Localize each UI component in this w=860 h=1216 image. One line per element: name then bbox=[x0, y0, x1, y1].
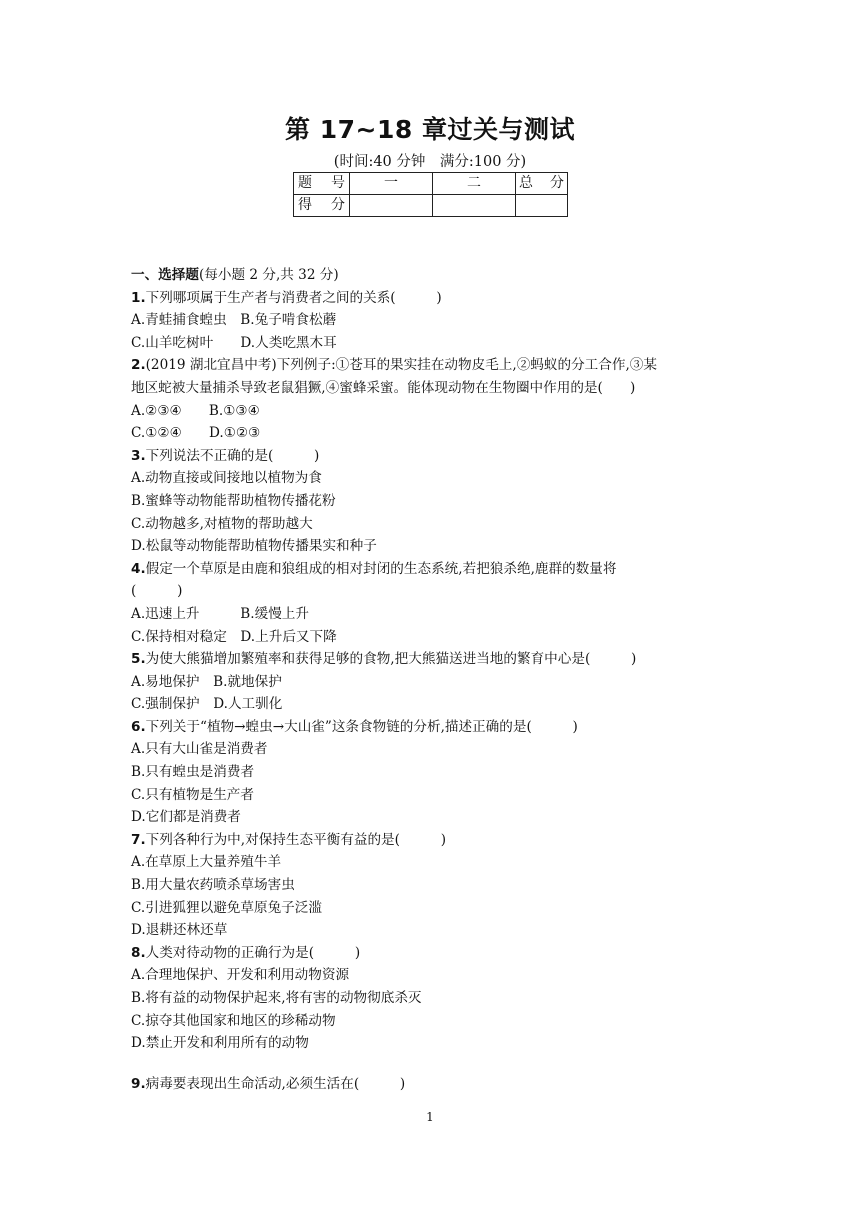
page-title: 第 17~18 章过关与测试 bbox=[285, 115, 575, 144]
score-cell: 一 bbox=[350, 173, 433, 195]
answer-option: B.蜜蜂等动物能帮助植物传播花粉 bbox=[131, 492, 336, 509]
answer-option: A.②③④ B.①③④ bbox=[131, 402, 260, 419]
question-stem bbox=[131, 716, 731, 739]
spacer bbox=[131, 1055, 731, 1073]
score-input-cell[interactable] bbox=[433, 195, 516, 217]
answer-option: C.只有植物是生产者 bbox=[131, 786, 254, 803]
answer-option: A.动物直接或间接地以植物为食 bbox=[131, 470, 322, 487]
question-item bbox=[131, 558, 731, 648]
question-text: 为使大熊猫增加繁殖率和获得足够的食物,把大熊猫送进当地的繁育中心是( ) bbox=[145, 651, 637, 668]
exam-info: (时间:40 分钟 满分:100 分) bbox=[333, 154, 527, 170]
question-number: 4. bbox=[131, 560, 146, 577]
answer-option: C.引进狐狸以避免草原兔子泛滥 bbox=[131, 899, 322, 916]
question-stem bbox=[131, 648, 731, 671]
question-stem bbox=[131, 287, 731, 310]
answer-option: A.青蛙捕食蝗虫 B.兔子啃食松蘑 bbox=[131, 312, 337, 329]
question-stem bbox=[131, 445, 731, 468]
question-stem bbox=[131, 558, 731, 581]
question-stem bbox=[131, 942, 731, 965]
question-number: 1. bbox=[131, 289, 146, 306]
question-text: 人类对待动物的正确行为是( ) bbox=[145, 944, 361, 961]
answer-option: C.①②④ D.①②③ bbox=[131, 425, 261, 442]
question-number: 9. bbox=[131, 1075, 146, 1092]
score-cell: 二 bbox=[433, 173, 516, 195]
answer-option: C.保持相对稳定 D.上升后又下降 bbox=[131, 628, 337, 645]
question-item bbox=[131, 648, 731, 716]
question-item bbox=[131, 287, 731, 355]
answer-option: A.迅速上升 B.缓慢上升 bbox=[131, 605, 309, 622]
score-cell: 得 分 bbox=[294, 195, 350, 217]
score-table-score-row bbox=[294, 195, 568, 217]
question-text: 地区蛇被大量捕杀导致老鼠猖獗,④蜜蜂采蜜。能体现动物在生物圈中作用的是( ) bbox=[131, 379, 636, 396]
answer-option: C.强制保护 D.人工驯化 bbox=[131, 696, 283, 713]
score-cell: 题 号 bbox=[294, 173, 350, 195]
question-item bbox=[131, 942, 731, 1055]
question-list bbox=[131, 287, 731, 1096]
score-cell: 总 分 bbox=[516, 173, 568, 195]
answer-option: D.退耕还林还草 bbox=[131, 922, 228, 939]
question-number: 7. bbox=[131, 831, 146, 848]
question-content bbox=[131, 264, 731, 1095]
question-item bbox=[131, 354, 731, 444]
question-text: 下列各种行为中,对保持生态平衡有益的是( ) bbox=[145, 831, 447, 848]
question-number: 8. bbox=[131, 944, 146, 961]
answer-option: B.将有益的动物保护起来,将有害的动物彻底杀灭 bbox=[131, 990, 422, 1006]
answer-option: C.山羊吃树叶 D.人类吃黑木耳 bbox=[131, 334, 337, 351]
score-table-header-row bbox=[294, 173, 568, 195]
question-stem bbox=[131, 377, 731, 400]
question-text: 假定一个草原是由鹿和狼组成的相对封闭的生态系统,若把狼杀绝,鹿群的数量将 bbox=[145, 560, 617, 577]
section-heading bbox=[131, 264, 731, 287]
question-text: 下列说法不正确的是( ) bbox=[145, 447, 320, 464]
score-input-cell[interactable] bbox=[350, 195, 433, 217]
answer-option: A.在草原上大量养殖牛羊 bbox=[131, 854, 282, 871]
score-table bbox=[293, 172, 568, 217]
answer-option: D.它们都是消费者 bbox=[131, 809, 241, 826]
question-text: 病毒要表现出生命活动,必须生活在( ) bbox=[145, 1075, 406, 1092]
question-stem bbox=[131, 354, 731, 377]
answer-option: A.只有大山雀是消费者 bbox=[131, 741, 268, 758]
question-text: 下列关于“植物→蝗虫→大山雀”这条食物链的分析,描述正确的是( ) bbox=[145, 718, 578, 735]
answer-option: D.禁止开发和利用所有的动物 bbox=[131, 1035, 309, 1052]
section-title: 一、选择题 bbox=[131, 267, 199, 283]
question-number: 3. bbox=[131, 447, 146, 464]
question-stem bbox=[131, 829, 731, 852]
answer-option: C.动物越多,对植物的帮助越大 bbox=[131, 515, 313, 532]
question-text: (2019 湖北宜昌中考)下列例子:①苍耳的果实挂在动物皮毛上,②蚂蚁的分工合作,③某 bbox=[145, 357, 657, 374]
question-stem bbox=[131, 1073, 731, 1096]
page-number: 1 bbox=[426, 1110, 434, 1124]
answer-option: C.掠夺其他国家和地区的珍稀动物 bbox=[131, 1012, 336, 1029]
question-item bbox=[131, 716, 731, 829]
answer-option: D.松鼠等动物能帮助植物传播果实和种子 bbox=[131, 538, 377, 555]
question-number: 6. bbox=[131, 718, 146, 735]
score-input-cell[interactable] bbox=[516, 195, 568, 217]
answer-option: B.用大量农药喷杀草场害虫 bbox=[131, 877, 295, 894]
question-number: 5. bbox=[131, 651, 146, 668]
answer-option: B.只有蝗虫是消费者 bbox=[131, 764, 255, 781]
question-item bbox=[131, 829, 731, 942]
question-text: 下列哪项属于生产者与消费者之间的关系( ) bbox=[145, 289, 442, 306]
question-text: ( ) bbox=[131, 583, 183, 600]
question-item bbox=[131, 1073, 731, 1096]
question-stem bbox=[131, 580, 731, 603]
answer-option: A.易地保护 B.就地保护 bbox=[131, 673, 282, 690]
section-note: (每小题 2 分,共 32 分) bbox=[198, 267, 339, 283]
question-item bbox=[131, 445, 731, 558]
answer-option: A.合理地保护、开发和利用动物资源 bbox=[131, 967, 350, 984]
question-number: 2. bbox=[131, 357, 146, 374]
